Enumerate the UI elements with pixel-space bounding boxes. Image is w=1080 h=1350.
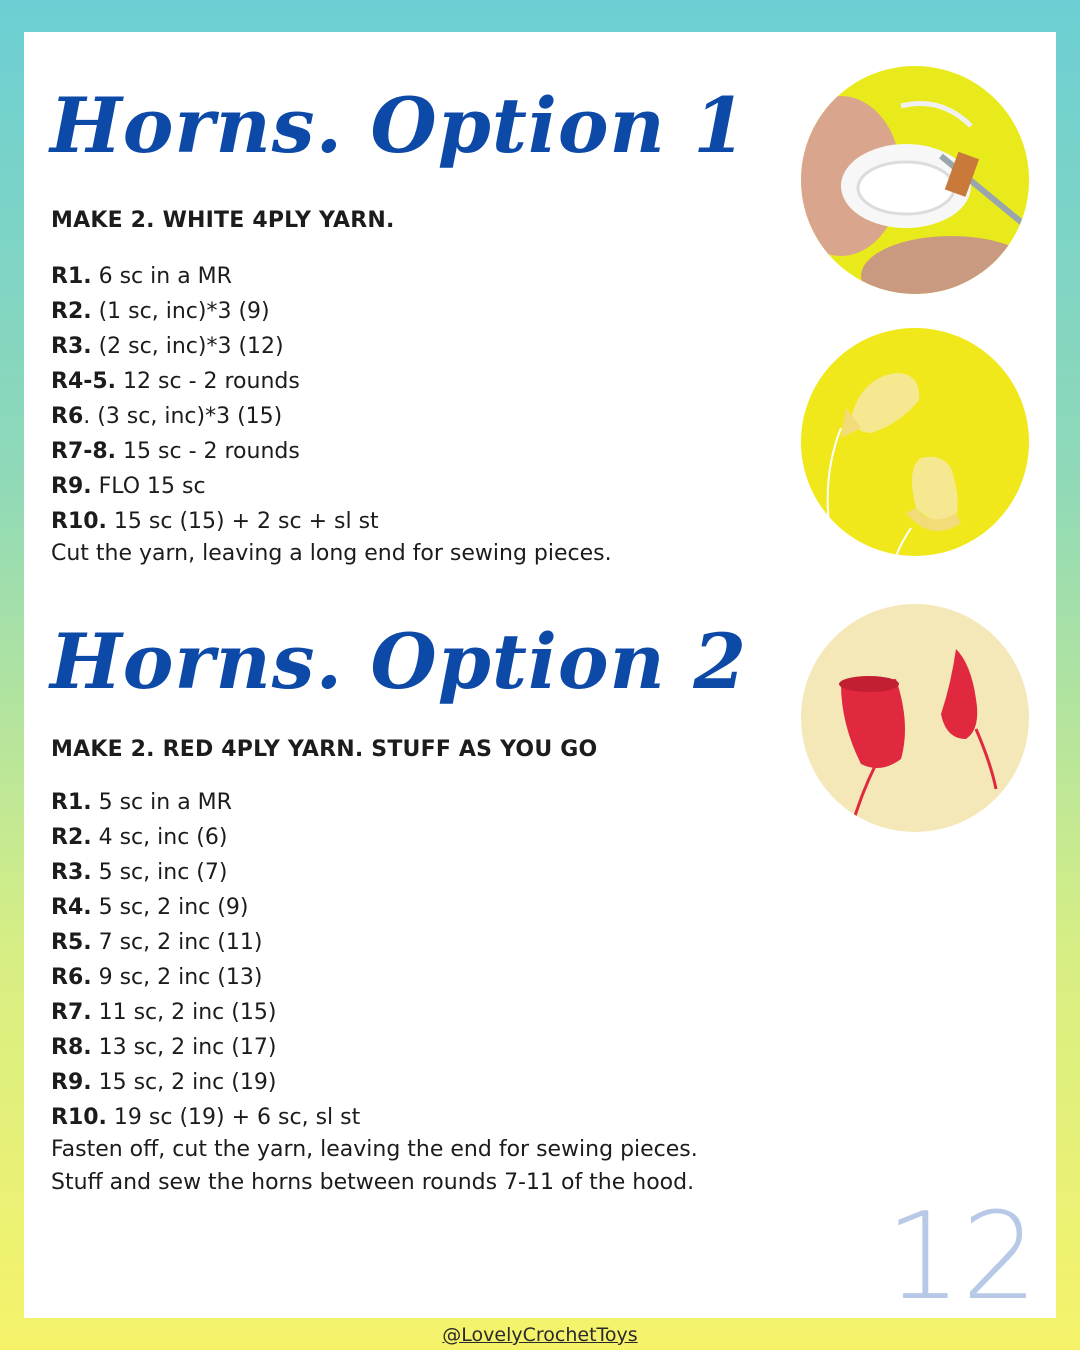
option2-subhead: MAKE 2. RED 4PLY YARN. STUFF AS YOU GO [51, 737, 598, 762]
option2-note-1: Fasten off, cut the yarn, leaving the end for sewing pieces. [51, 1137, 698, 1162]
photo-yellow-horns [801, 328, 1029, 556]
footer-handle-link[interactable]: @LovelyCrochetToys [442, 1324, 638, 1346]
option2-title: Horns. Option 2 [50, 617, 748, 706]
option1-subhead: MAKE 2. WHITE 4PLY YARN. [51, 208, 395, 233]
round-item: R9. 15 sc, 2 inc (19) [51, 1070, 277, 1095]
option1-title: Horns. Option 1 [50, 81, 748, 170]
option1-note: Cut the yarn, leaving a long end for sewing pieces. [51, 541, 612, 566]
option2-rounds-list [51, 785, 360, 1135]
photo-red-horns [801, 604, 1029, 832]
round-item: R9. FLO 15 sc [51, 474, 206, 499]
round-item: R4-5. 12 sc - 2 rounds [51, 369, 300, 394]
option1-rounds-list [51, 259, 379, 539]
round-item: R2. (1 sc, inc)*3 (9) [51, 299, 270, 324]
pattern-page [24, 32, 1056, 1327]
round-item: R7-8. 15 sc - 2 rounds [51, 439, 300, 464]
round-item: R2. 4 sc, inc (6) [51, 825, 228, 850]
photo-white-horn-in-progress [801, 66, 1029, 294]
round-item: R4. 5 sc, 2 inc (9) [51, 895, 249, 920]
round-item: R8. 13 sc, 2 inc (17) [51, 1035, 277, 1060]
round-item: R10. 15 sc (15) + 2 sc + sl st [51, 509, 379, 534]
round-item: R6. 9 sc, 2 inc (13) [51, 965, 263, 990]
round-item: R7. 11 sc, 2 inc (15) [51, 1000, 277, 1025]
round-item: R3. (2 sc, inc)*3 (12) [51, 334, 284, 359]
round-item: R3. 5 sc, inc (7) [51, 860, 228, 885]
round-item: R1. 6 sc in a MR [51, 264, 232, 289]
option2-note-2: Stuff and sew the horns between rounds 7-11 of the hood. [51, 1170, 695, 1195]
round-item: R5. 7 sc, 2 inc (11) [51, 930, 263, 955]
round-item: R1. 5 sc in a MR [51, 790, 232, 815]
page-number: 12 [885, 1188, 1038, 1327]
round-item: R10. 19 sc (19) + 6 sc, sl st [51, 1105, 361, 1130]
round-item: R6. (3 sc, inc)*3 (15) [51, 404, 283, 429]
